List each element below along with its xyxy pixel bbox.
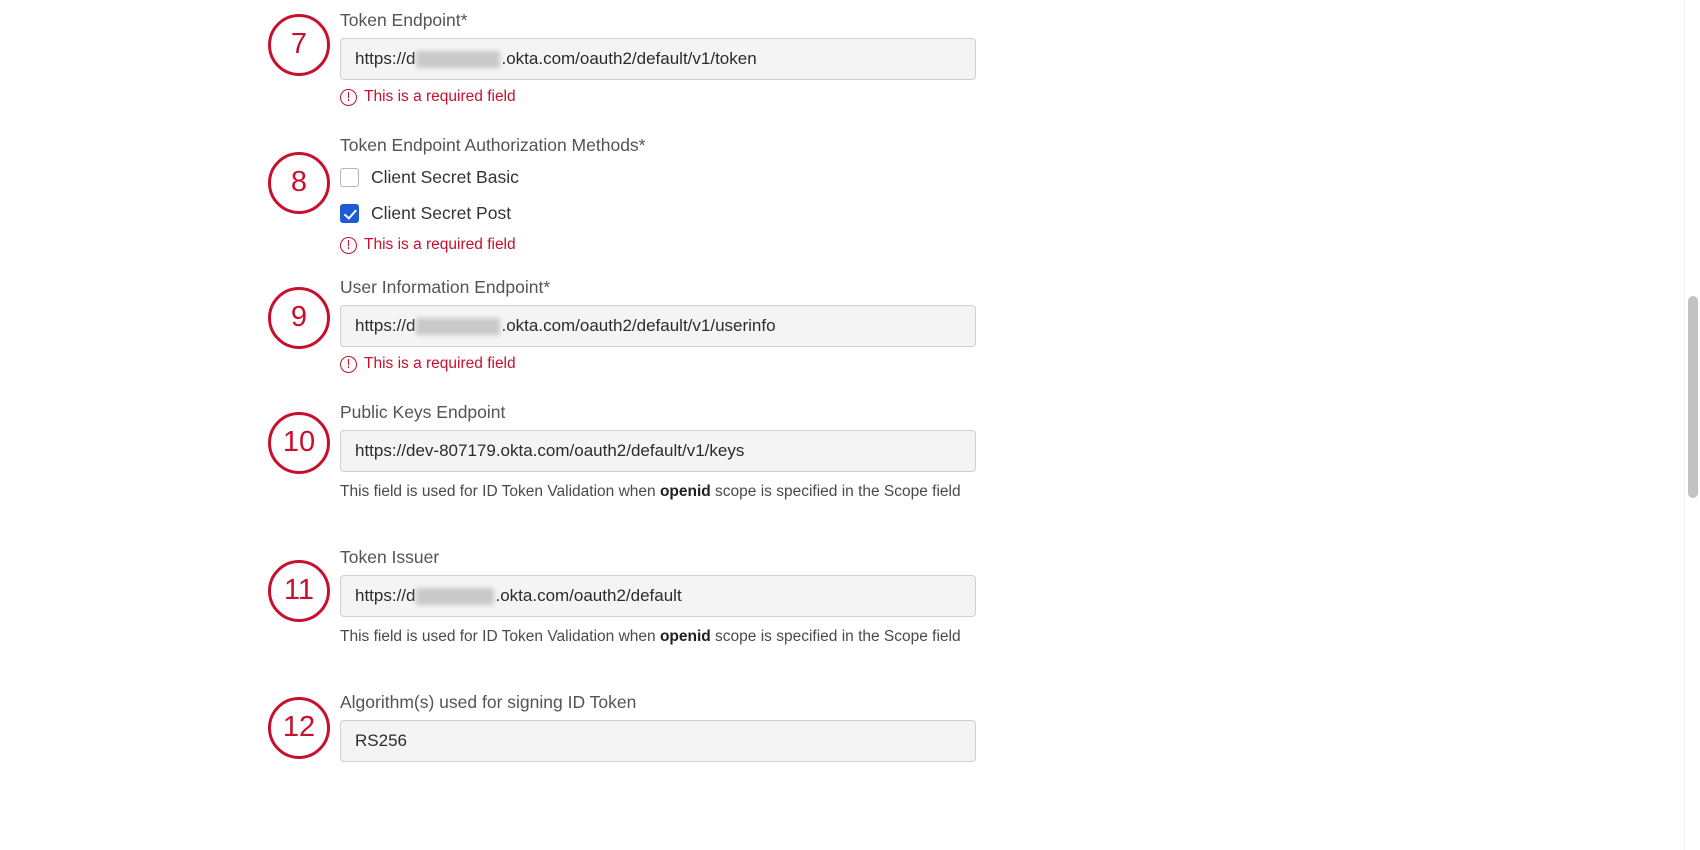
- step-badge-12: 12: [268, 697, 330, 759]
- userinfo-endpoint-value-prefix: https://d: [355, 316, 416, 335]
- userinfo-endpoint-error: [340, 354, 1040, 374]
- error-icon: [340, 237, 357, 254]
- help-before: This field is used for ID Token Validation when: [340, 628, 660, 645]
- help-bold: openid: [659, 483, 711, 500]
- scrollbar-track[interactable]: [1684, 0, 1700, 850]
- checkbox-client-secret-post[interactable]: [340, 204, 359, 223]
- step-badge-9: 9: [268, 287, 330, 349]
- checkbox-row-client-secret-post[interactable]: [340, 199, 1040, 227]
- userinfo-endpoint-error-text: This is a required field: [364, 355, 516, 372]
- token-endpoint-error-text: This is a required field: [364, 88, 516, 105]
- token-issuer-input[interactable]: [340, 575, 976, 617]
- redacted-tenant: [416, 318, 500, 335]
- token-issuer-label: Token Issuer: [340, 547, 440, 567]
- token-auth-methods-label: Token Endpoint Authorization Methods*: [340, 135, 646, 155]
- public-keys-endpoint-help: [340, 482, 1040, 502]
- field-signing-algorithms: [340, 691, 1040, 762]
- checkbox-label-client-secret-post: Client Secret Post: [371, 203, 512, 223]
- help-after: scope is specified in the Scope field: [710, 483, 961, 500]
- token-auth-methods-error-text: This is a required field: [364, 236, 516, 253]
- step-badge-10: 10: [268, 412, 330, 474]
- scrollbar-thumb[interactable]: [1688, 296, 1698, 498]
- help-before: This field is used for ID Token Validation when: [340, 483, 660, 500]
- token-auth-methods-error: [340, 235, 1040, 255]
- field-token-issuer: [340, 546, 1040, 647]
- help-bold: openid: [659, 628, 711, 645]
- redacted-tenant: [416, 51, 500, 68]
- field-token-endpoint: [340, 9, 1040, 107]
- userinfo-endpoint-value-suffix: .okta.com/oauth2/default/v1/userinfo: [501, 316, 776, 335]
- token-issuer-value-suffix: .okta.com/oauth2/default: [495, 586, 682, 605]
- public-keys-endpoint-input[interactable]: [340, 430, 976, 472]
- checkbox-row-client-secret-basic[interactable]: [340, 163, 1040, 191]
- checkbox-label-client-secret-basic: Client Secret Basic: [371, 167, 519, 187]
- token-endpoint-error: [340, 87, 1040, 107]
- token-endpoint-input[interactable]: [340, 38, 976, 80]
- checkbox-client-secret-basic[interactable]: [340, 168, 359, 187]
- step-badge-8: 8: [268, 152, 330, 214]
- token-endpoint-label: Token Endpoint*: [340, 10, 468, 30]
- public-keys-endpoint-value: https://dev-807179.okta.com/oauth2/default/v1/keys: [355, 441, 745, 460]
- token-endpoint-value-prefix: https://d: [355, 49, 416, 68]
- step-badge-7: 7: [268, 14, 330, 76]
- token-issuer-help: [340, 627, 1040, 647]
- field-userinfo-endpoint: [340, 276, 1040, 374]
- token-endpoint-value-suffix: .okta.com/oauth2/default/v1/token: [501, 49, 757, 68]
- signing-algorithms-value: RS256: [355, 731, 407, 750]
- field-public-keys-endpoint: [340, 401, 1040, 502]
- error-icon: [340, 89, 357, 106]
- step-badge-11: 11: [268, 560, 330, 622]
- userinfo-endpoint-label: User Information Endpoint*: [340, 277, 551, 297]
- userinfo-endpoint-input[interactable]: [340, 305, 976, 347]
- error-icon: [340, 356, 357, 373]
- field-token-auth-methods: [340, 134, 1040, 255]
- help-after: scope is specified in the Scope field: [710, 628, 961, 645]
- redacted-tenant: [416, 588, 494, 605]
- signing-algorithms-input[interactable]: [340, 720, 976, 762]
- token-issuer-value-prefix: https://d: [355, 586, 416, 605]
- public-keys-endpoint-label: Public Keys Endpoint: [340, 402, 506, 422]
- signing-algorithms-label: Algorithm(s) used for signing ID Token: [340, 692, 637, 712]
